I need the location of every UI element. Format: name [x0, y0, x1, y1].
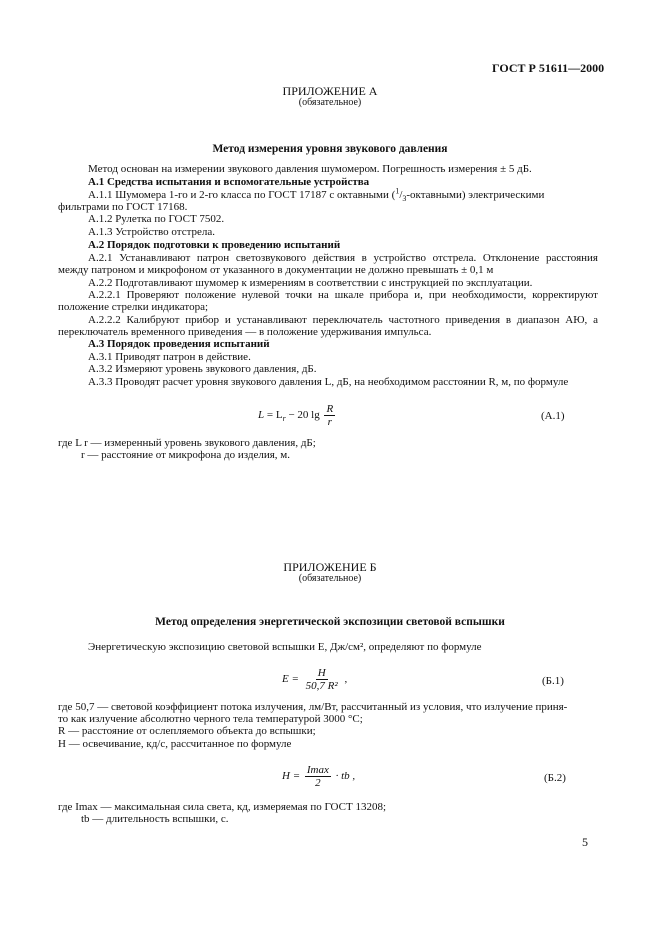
item-a2-2-1-line2: положение стрелки индикатора;	[58, 301, 209, 313]
appendix-b-title: ПРИЛОЖЕНИЕ Б	[283, 560, 377, 574]
formula-b1: E = $\frac{H}{\text{50,7 R²}}$ ,	[282, 666, 348, 692]
appendix-b-status: (обязательное)	[298, 573, 362, 584]
item-a2-2-1-line1: А.2.2.1 Проверяют положение нулевой точки на шкале прибора и, при необходимости, корректируют	[88, 289, 598, 301]
item-a2-1-line1: А.2.1 Устанавливают патрон светозвукового действия в устройство отстрела. Отклонение расстояния	[88, 252, 598, 264]
formula-a1-where-line1: где L r — измеренный уровень звукового давления, дБ;	[58, 437, 316, 449]
item-a1-2: А.1.2 Рулетка по ГОСТ 7502.	[88, 213, 225, 225]
appendix-b-heading: Метод определения энергетической экспозиции световой вспышки	[155, 616, 505, 628]
item-a1-1-line2: фильтрами по ГОСТ 17168.	[58, 201, 188, 213]
appendix-b-intro: Энергетическую экспозицию световой вспышки E, Дж/см², определяют по формуле	[88, 641, 482, 653]
section-a2-heading: А.2 Порядок подготовки к проведению испытаний	[88, 239, 341, 251]
item-a1-1-line1: А.1.1 Шумомера 1-го и 2-го класса по ГОСТ 17187 с октавными $(^1/_3-октавными)$ электрическими	[88, 186, 545, 204]
appendix-a-title: ПРИЛОЖЕНИЕ А	[282, 84, 378, 98]
item-a2-1-line2: между патроном и микрофоном от указанного в документации не должно превышать ± 0,1 м	[58, 264, 494, 276]
item-a2-2: А.2.2 Подготавливают шумомер к измерениям в соответствии с инструкцией по эксплуатации.	[88, 277, 533, 289]
formula-a1-where-line2: r — расстояние от микрофона до изделия, м.	[81, 449, 290, 461]
appendix-a-status: (обязательное)	[298, 97, 362, 108]
formula-b1-where-line3: R — расстояние от ослепляемого объекта до вспышки;	[58, 725, 316, 737]
formula-b2-label: (Б.2)	[544, 772, 566, 784]
formula-b1-where-line2: то как излучение абсолютно черного тела температурой 3000 °С;	[58, 713, 363, 725]
formula-a1: $L = L_r - 20$ lg $\frac{R}{r}$	[258, 402, 334, 428]
formula-b2-where-line2: tb — длительность вспышки, с.	[81, 813, 229, 825]
item-a2-2-2-line2: переключатель временного приведения — в положение удерживания импульса.	[58, 326, 432, 338]
formula-b1-where-line4: H — освечивание, кд/с, рассчитанное по формуле	[58, 738, 292, 750]
appendix-a-intro: Метод основан на измерении звукового давления шумомером. Погрешность измерения ± 5 дБ.	[88, 163, 532, 175]
section-a3-heading: А.3 Порядок проведения испытаний	[88, 338, 270, 350]
item-a3-3: А.3.3 Проводят расчет уровня звукового давления L, дБ, на необходимом расстоянии R, м, по формуле	[88, 376, 569, 388]
item-a2-2-2-line1: А.2.2.2 Калибруют прибор и устанавливают переключатель частотного приведения в диапазон АЮ, а	[88, 314, 598, 326]
document-code: ГОСТ Р 51611—2000	[492, 61, 605, 75]
formula-b1-label: (Б.1)	[542, 675, 564, 687]
formula-b1-where-line1: где 50,7 — световой коэффициент потока излучения, лм/Вт, рассчитанный из условия, что излучение приня-	[58, 701, 568, 713]
formula-b2-where-line1: где Imax — максимальная сила света, кд, измеряемая по ГОСТ 13208;	[58, 801, 387, 813]
formula-a1-label: (А.1)	[541, 410, 565, 422]
item-a3-2: А.3.2 Измеряют уровень звукового давления, дБ.	[88, 363, 317, 375]
page-number: 5	[582, 835, 588, 849]
item-a3-1: А.3.1 Приводят патрон в действие.	[88, 351, 251, 363]
appendix-a-heading: Метод измерения уровня звукового давления	[212, 143, 448, 155]
section-a1-heading: А.1 Средства испытания и вспомогательные устройства	[88, 176, 370, 188]
formula-b2: H = $\frac{Imax}{2}$ · tb ,	[282, 763, 356, 789]
item-a1-3: А.1.3 Устройство отстрела.	[88, 226, 216, 238]
